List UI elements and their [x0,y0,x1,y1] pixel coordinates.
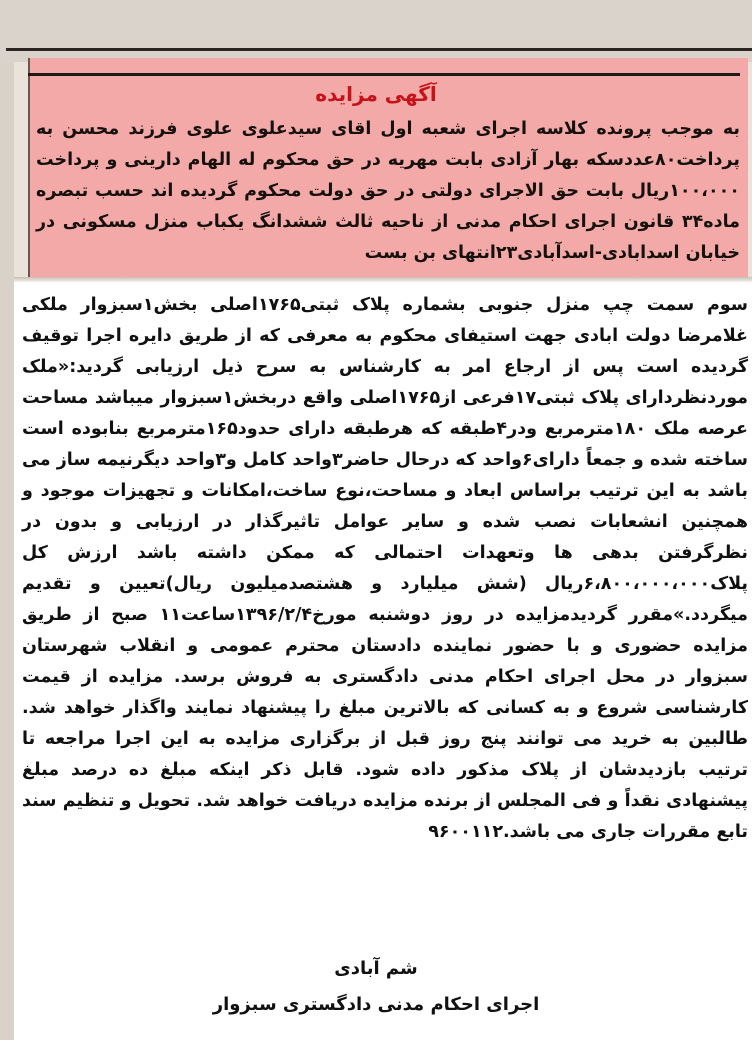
header-rule [28,73,740,76]
signature-department: اجرای احکام مدنی دادگستری سبزوار [212,994,540,1015]
notice-intro-paragraph: به موجب پرونده کلاسه اجرای شعبه اول اقای سیدعلوی علوی فرزند محسن به پرداخت۸۰عددسکه بهار آزادی بابت مهریه در حق محکوم له الهام دارینی و پرداخت ۱۰۰،۰۰۰ریال بابت حق الاجرای دولتی در حق دولت محکوم گردیده اند حسب تبصره ماده۳۴ قانون اجرای احکام مدنی از ناحیه ثالث ششدانگ یکباب منزل مسکونی در خیابان اسدابادی-اسدآبادی۲۳انتهای بن بست [36,119,740,263]
page-top-margin [0,0,752,62]
top-border-rule [6,48,752,51]
left-page-edge [0,62,14,1040]
signature-name: شم آبادی [334,958,418,979]
notice-title: آگهی مزایده [315,82,437,106]
notice-body-paragraph: سوم سمت چپ منزل جنوبی بشماره پلاک ثبتی۱۷۶۵اصلی بخش۱سبزوار ملکی غلامرضا دولت ابادی جهت استیفای محکوم به معرفی که از طریق دایره اجرا توقیف گردیده است پس از ارجاع امر به کارشناس به سرح ذیل ارزیابی گردید:«ملک موردنظردارای پلاک ثبتی۱۷فرعی از۱۷۶۵اصلی واقع دربخش۱سبزوار میباشد مساحت عرصه ملک ۱۸۰مترمربع ودر۴طبقه که هرطبقه دارای حدود۱۶۵مترمربع بنابوده است ساخته شده و جمعاً دارای۶واحد که درحال حاضر۳واحد کامل و۳واحد دیگرنیمه ساز می باشد به این ترتیب براساس ابعاد و مساحت،نوع ساخت،امکانات و تجهیزات موجود و همچنین انشعابات نصب شده و سایر عوامل تاثیرگذار در ارزیابی و بدون در نظرگرفتن بدهی ها وتعهدات احتمالی که ممکن داشته باشد ارزش کل پلاک۶،۸۰۰،۰۰۰،۰۰۰ریال (شش میلیارد و هشتصدمیلیون ریال)تعیین و تقدیم میگردد.»مقرر گردیدمزایده در روز دوشنبه مورخ۱۳۹۶/۲/۴ساعت۱۱ صبح از طریق مزایده حضوری و با حضور نماینده دادستان محترم عمومی و انقلاب شهرستان سبزوار در محل اجرای احکام مدنی دادگستری به فروش برسد. مزایده از قیمت کارشناسی شروع و به کسانی که بالاترین مبلغ را پیشنهاد نمایند واگذار خواهد شد. طالبین به خرید می توانند پنج روز قبل از برگزاری مزایده به این اجرا مراجعه تا ترتیب بازدیدشان از پلاک مذکور داده شود. قابل ذکر اینکه مبلغ ده درصد مبلغ پیشنهادی نقداً و فی المجلس از برنده مزایده دریافت خواهد شد. تحویل و تنظیم سند تابع مقررات جاری می باشد.۹۶۰۰۱۱۲ [22,295,749,842]
